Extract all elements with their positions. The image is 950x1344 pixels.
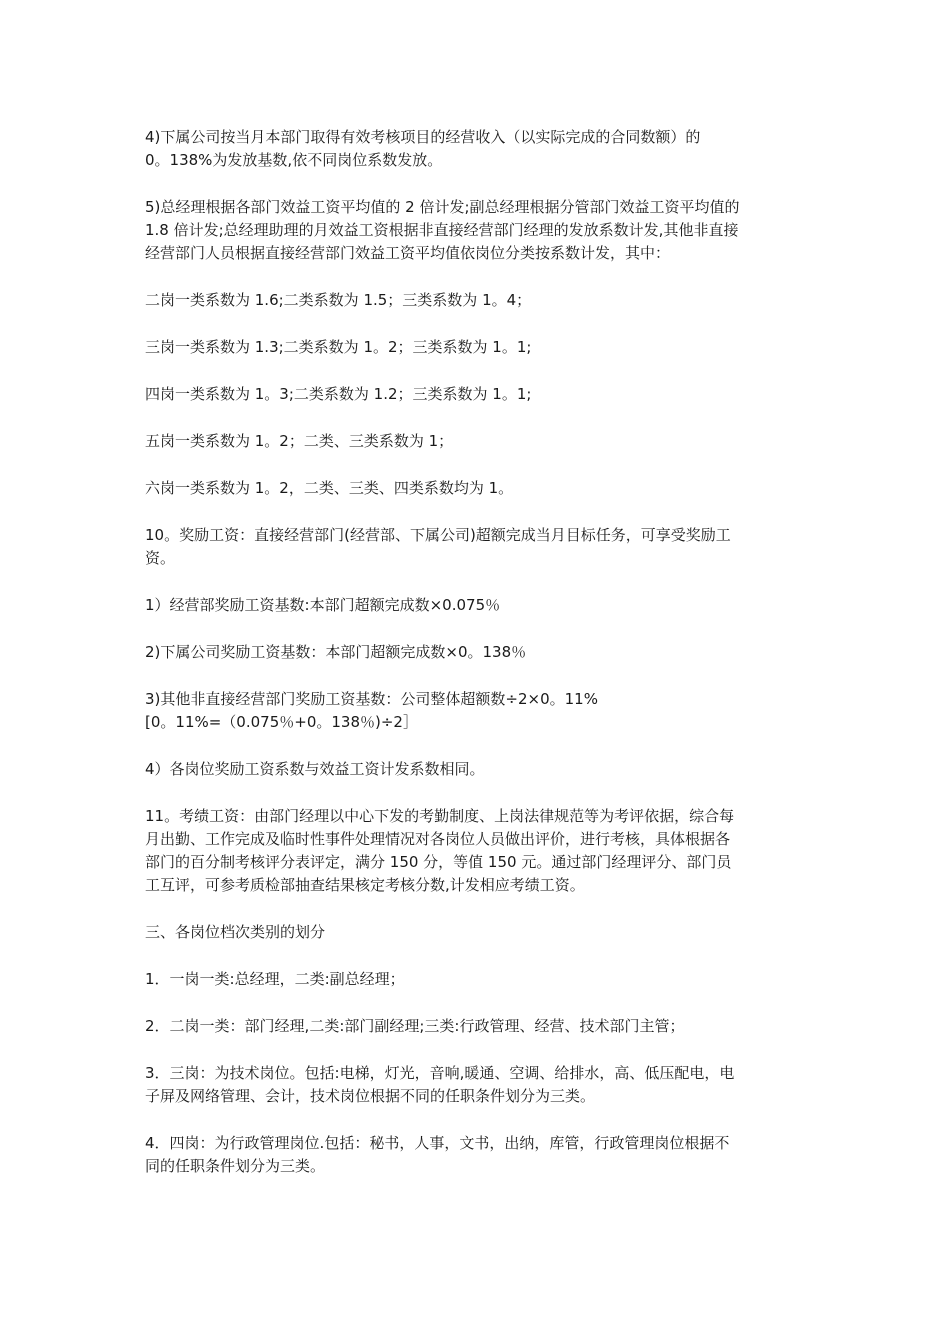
paragraph-level-3-coefficients (145, 336, 810, 359)
text-line: 11。考绩工资：由部门经理以中心下发的考勤制度、上岗法律规范等为考评依据，综合每 (145, 807, 735, 825)
paragraph-post-level-4 (145, 1132, 810, 1178)
paragraph-bonus-coefficients (145, 758, 810, 781)
text-line: 3)其他非直接经营部门奖励工资基数：公司整体超额数÷2×0。11% (145, 690, 598, 708)
paragraph-post-level-2 (145, 1015, 810, 1038)
text-line: 子屏及网络管理、会计，技术岗位根据不同的任职条件划分为三类。 (145, 1087, 596, 1105)
text-line: 资。 (145, 549, 176, 567)
paragraph-post-level-1 (145, 968, 810, 991)
paragraph-level-2-coefficients (145, 289, 810, 312)
paragraph-bonus-operations (145, 594, 810, 617)
text-line: 2．二岗一类：部门经理,二类:部门副经理;三类:行政管理、经营、技术部门主管； (145, 1017, 685, 1035)
section-heading (145, 921, 810, 944)
paragraph-post-level-3 (145, 1062, 810, 1108)
document-body (145, 126, 810, 1202)
text-line: 10。奖励工资：直接经营部门(经营部、下属公司)超额完成当月目标任务，可享受奖励工 (145, 526, 731, 544)
paragraph-subsidiary-base (145, 126, 810, 172)
text-line: 三岗一类系数为 1.3;二类系数为 1。2；三类系数为 1。1; (145, 338, 532, 356)
text-line: 六岗一类系数为 1。2，二类、三类、四类系数均为 1。 (145, 479, 514, 497)
paragraph-level-6-coefficients (145, 477, 810, 500)
text-line: [0。11%=（0.075％+0。138％)÷2］ (145, 713, 418, 731)
paragraph-general-manager (145, 196, 810, 265)
paragraph-performance-wage (145, 805, 810, 897)
text-line: 经营部门人员根据直接经营部门效益工资平均值依岗位分类按系数计发，其中： (145, 244, 671, 262)
text-line: 3．三岗：为技术岗位。包括:电梯，灯光，音响,暖通、空调、给排水，高、低压配电，电 (145, 1064, 735, 1082)
paragraph-level-5-coefficients (145, 430, 810, 453)
text-line: 同的任职条件划分为三类。 (145, 1157, 326, 1175)
text-line: 五岗一类系数为 1。2；二类、三类系数为 1； (145, 432, 454, 450)
text-line: 1.8 倍计发;总经理助理的月效益工资根据非直接经营部门经理的发放系数计发,其他非直接 (145, 221, 739, 239)
text-line: 0。138%为发放基数,依不同岗位系数发放。 (145, 151, 443, 169)
text-line: 4）各岗位奖励工资系数与效益工资计发系数相同。 (145, 760, 485, 778)
text-line: 2)下属公司奖励工资基数：本部门超额完成数×0。138％ (145, 643, 527, 661)
text-line: 四岗一类系数为 1。3;二类系数为 1.2；三类系数为 1。1; (145, 385, 532, 403)
text-line: 4．四岗：为行政管理岗位.包括：秘书，人事，文书，出纳，库管，行政管理岗位根据不 (145, 1134, 730, 1152)
text-line: 部门的百分制考核评分表评定，满分 150 分，等值 150 元。通过部门经理评分、部门员 (145, 853, 732, 871)
text-line: 5)总经理根据各部门效益工资平均值的 2 倍计发;副总经理根据分管部门效益工资平均值的 (145, 198, 740, 216)
text-line: 1）经营部奖励工资基数:本部门超额完成数×0.075％ (145, 596, 501, 614)
text-line: 4)下属公司按当月本部门取得有效考核项目的经营收入（以实际完成的合同数额）的 (145, 128, 701, 146)
text-line: 工互评，可参考质检部抽查结果核定考核分数,计发相应考绩工资。 (145, 876, 585, 894)
paragraph-bonus-wage (145, 524, 810, 570)
text-line: 三、各岗位档次类别的划分 (145, 923, 326, 941)
paragraph-bonus-subsidiary (145, 641, 810, 664)
text-line: 月出勤、工作完成及临时性事件处理情况对各岗位人员做出评价，进行考核，具体根据各 (145, 830, 731, 848)
paragraph-bonus-other (145, 688, 810, 734)
text-line: 二岗一类系数为 1.6;二类系数为 1.5；三类系数为 1。4； (145, 291, 532, 309)
paragraph-level-4-coefficients (145, 383, 810, 406)
text-line: 1．一岗一类:总经理，二类:副总经理； (145, 970, 405, 988)
